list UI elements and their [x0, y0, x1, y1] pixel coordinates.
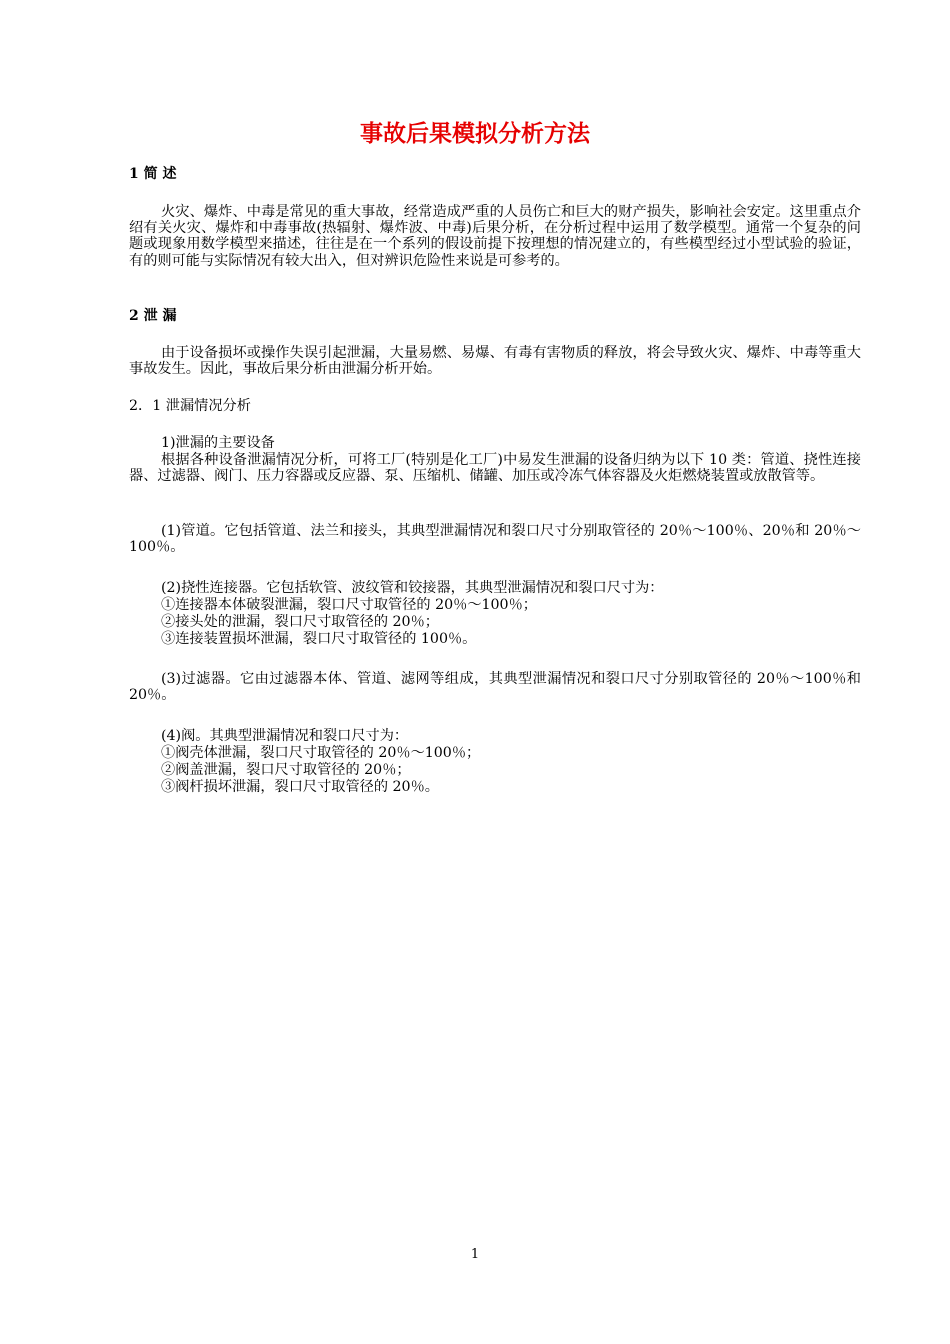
page-number: 1 — [470, 1247, 480, 1262]
item-4-line-1: ①阀壳体泄漏，裂口尺寸取管径的 20％～100％； — [161, 745, 481, 761]
subsection-2-1-heading: 2．1 泄漏情况分析 — [129, 398, 251, 414]
subsection-1-heading: 1)泄漏的主要设备 — [161, 435, 275, 451]
subsection-1-paragraph: 根据各种设备泄漏情况分析，可将工厂(特别是化工厂)中易发生泄漏的设备归纳为以下 10 类：管道、挠性连接器、过滤器、阀门、压力容器或反应器、泵、压缩机、储罐、加压或冷冻气体容器及火炬燃烧装置或放散管等。 — [129, 452, 861, 485]
item-2-line-2: ②接头处的泄漏，裂口尺寸取管径的 20％； — [161, 614, 439, 630]
item-4-heading: (4)阀。其典型泄漏情况和裂口尺寸为： — [161, 728, 409, 744]
item-2-line-1: ①连接器本体破裂泄漏，裂口尺寸取管径的 20％～100％； — [161, 597, 537, 613]
item-1-paragraph: (1)管道。它包括管道、法兰和接头，其典型泄漏情况和裂口尺寸分别取管径的 20％～100％、20％和 20％～100％。 — [129, 523, 861, 556]
item-2-line-3: ③连接装置损坏泄漏，裂口尺寸取管径的 100％。 — [161, 631, 477, 647]
item-3-paragraph: (3)过滤器。它由过滤器本体、管道、滤网等组成，其典型泄漏情况和裂口尺寸分别取管径的 20％～100％和 20％。 — [129, 671, 861, 704]
section-1-heading: 1 简 述 — [129, 166, 177, 182]
item-2-heading: (2)挠性连接器。它包括软管、波纹管和铰接器，其典型泄漏情况和裂口尺寸为： — [161, 580, 664, 596]
section-2-heading: 2 泄 漏 — [129, 308, 177, 324]
section-1-paragraph: 火灾、爆炸、中毒是常见的重大事故，经常造成严重的人员伤亡和巨大的财产损失，影响社会安定。这里重点介绍有关火灾、爆炸和中毒事故(热辐射、爆炸波、中毒)后果分析，在分析过程中运用了数学模型。通常一个复杂的问题或现象用数学模型来描述，往往是在一个系列的假设前提下按理想的情况建立的，有些模型经过小型试验的验证，有的则可能与实际情况有较大出入，但对辨识危险性来说是可参考的。 — [129, 204, 861, 269]
document-title: 事故后果模拟分析方法 — [360, 121, 590, 147]
item-4-line-2: ②阀盖泄漏，裂口尺寸取管径的 20％； — [161, 762, 411, 778]
item-4-line-3: ③阀杆损坏泄漏，裂口尺寸取管径的 20％。 — [161, 779, 439, 795]
section-2-paragraph: 由于设备损坏或操作失误引起泄漏，大量易燃、易爆、有毒有害物质的释放，将会导致火灾、爆炸、中毒等重大事故发生。因此，事故后果分析由泄漏分析开始。 — [129, 345, 861, 378]
